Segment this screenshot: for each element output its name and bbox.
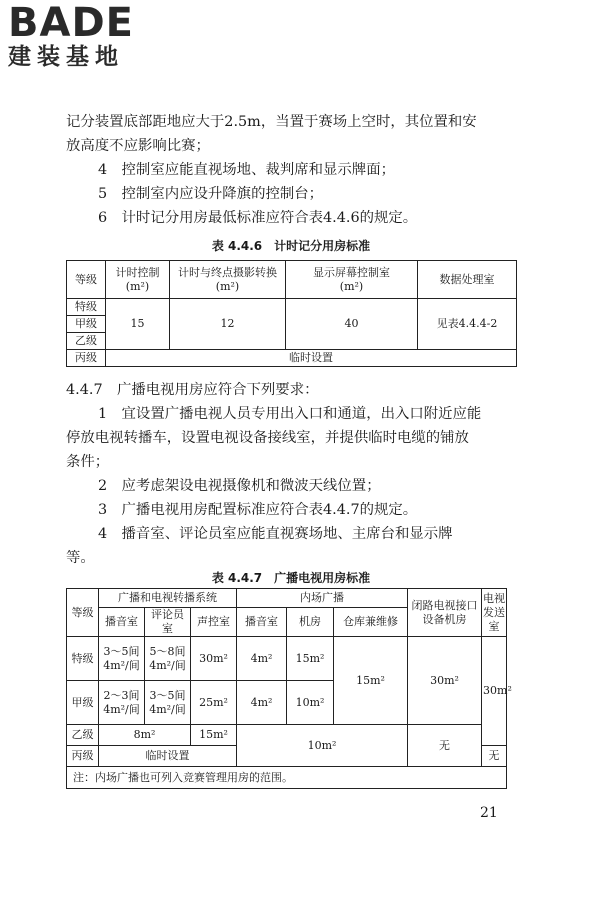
item-1-line-2: 停放电视转播车，设置电视设备接线室，并提供临时电缆的铺放 (66, 430, 469, 446)
t2-special-announce-count: 3～5间 (103, 644, 140, 658)
item-5: 5 控制室内应设升降旗的控制台； (98, 186, 324, 202)
t2-a-sound: 25m² (191, 681, 237, 725)
t2-a-comment-area: 4m²/间 (149, 702, 186, 716)
table-446 (66, 260, 517, 367)
t2-col-in-machine: 机房 (287, 608, 334, 637)
grade-a: 甲级 (67, 316, 106, 333)
t2-shared-storage: 15m² (334, 637, 408, 725)
item-1-line-3: 条件； (66, 454, 110, 470)
item-2: 2 应考虑架设电视摄像机和微波天线位置； (98, 478, 381, 494)
t2-c-temp: 临时设置 (99, 746, 237, 767)
header-timing-label: 计时控制 (115, 265, 160, 279)
table-447-caption: 表 4.4.7 广播电视用房标准 (211, 571, 371, 585)
item-4-line-1: 4 播音室、评论员室应能直视赛场地、主席台和显示牌 (98, 526, 453, 542)
header-finish-unit: (m²) (215, 279, 240, 293)
t2-grade-special: 特级 (67, 637, 99, 681)
t2-a-in-machine: 10m² (287, 681, 334, 725)
t2-header-cctv: 闭路电视接口设备机房 (408, 589, 482, 637)
t2-col-in-announce: 播音室 (237, 608, 287, 637)
t2-special-sound: 30m² (191, 637, 237, 681)
t2-special-comment-count: 5～8间 (149, 644, 186, 658)
value-finish: 12 (170, 299, 286, 350)
t2-special-announce (99, 637, 145, 681)
t2-header-grade: 等级 (67, 589, 99, 637)
t2-b-announce-comment: 8m² (99, 725, 191, 746)
t2-grade-b: 乙级 (67, 725, 99, 746)
t2-shared-cctv: 30m² (408, 637, 482, 725)
value-data: 见表4.4.4-2 (418, 299, 517, 350)
logo-wordmark: BADE (8, 0, 134, 46)
intro-line-1: 记分装置底部距地应大于2.5m，当置于赛场上空时，其位置和安 (66, 114, 477, 130)
t2-a-in-announce: 4m² (237, 681, 287, 725)
t2-col-comment: 评论员室 (145, 608, 191, 637)
header-finish-label: 计时与终点摄影转换 (178, 265, 277, 279)
t2-col-sound: 声控室 (191, 608, 237, 637)
item-4-line-2: 等。 (66, 550, 95, 566)
t2-a-announce-area: 4m²/间 (103, 702, 140, 716)
header-timing-unit: (m²) (125, 279, 150, 293)
header-display (286, 261, 418, 299)
page-number: 21 (480, 805, 498, 821)
grade-c: 丙级 (67, 350, 106, 367)
t2-b-inner: 10m² (237, 725, 408, 767)
logo-subtitle: 建装基地 (8, 44, 124, 70)
grade-special: 特级 (67, 299, 106, 316)
t2-grade-c: 丙级 (67, 746, 99, 767)
value-timing: 15 (106, 299, 170, 350)
header-display-unit: (m²) (339, 279, 364, 293)
value-display: 40 (286, 299, 418, 350)
t2-col-storage: 仓库兼维修 (334, 608, 408, 637)
header-display-label: 显示屏幕控制室 (313, 265, 390, 279)
t2-a-comment-count: 3～5间 (149, 688, 186, 702)
grade-b: 乙级 (67, 333, 106, 350)
t2-header-group2: 内场广播 (237, 589, 408, 608)
t2-grade-a: 甲级 (67, 681, 99, 725)
header-data: 数据处理室 (418, 261, 517, 299)
t2-special-in-machine: 15m² (287, 637, 334, 681)
item-3: 3 广播电视用房配置标准应符合表4.4.7的规定。 (98, 502, 418, 518)
t2-a-announce-count: 2～3间 (103, 688, 140, 702)
t2-a-announce (99, 681, 145, 725)
t2-note: 注：内场广播也可列入竞赛管理用房的范围。 (67, 767, 507, 789)
t2-special-comment (145, 637, 191, 681)
t2-b-cctv: 无 (408, 725, 482, 767)
t2-shared-tvtx: 30m² (482, 637, 507, 746)
t2-c-tvtx: 无 (482, 746, 507, 767)
t2-header-tvtx: 电视发送室 (482, 589, 507, 637)
table-446-caption: 表 4.4.6 计时记分用房标准 (211, 239, 371, 253)
item-1-line-1: 1 宜设置广播电视人员专用出入口和通道，出入口附近应能 (98, 406, 482, 422)
t2-special-in-announce: 4m² (237, 637, 287, 681)
logo (8, 2, 178, 70)
clause-447-heading: 4.4.7 广播电视用房应符合下列要求： (66, 382, 319, 398)
t2-special-announce-area: 4m²/间 (103, 658, 140, 672)
intro-line-2: 放高度不应影响比赛； (66, 138, 210, 154)
header-grade: 等级 (67, 261, 106, 299)
table-447 (66, 588, 512, 789)
t2-header-group1: 广播和电视转播系统 (99, 589, 237, 608)
header-timing (106, 261, 170, 299)
t2-b-sound: 15m² (191, 725, 237, 746)
t2-special-comment-area: 4m²/间 (149, 658, 186, 672)
item-4: 4 控制室应能直视场地、裁判席和显示牌面； (98, 162, 395, 178)
c-row-temp: 临时设置 (106, 350, 517, 367)
header-finish (170, 261, 286, 299)
t2-col-announce: 播音室 (99, 608, 145, 637)
t2-a-comment (145, 681, 191, 725)
item-6: 6 计时记分用房最低标准应符合表4.4.6的规定。 (98, 210, 418, 226)
